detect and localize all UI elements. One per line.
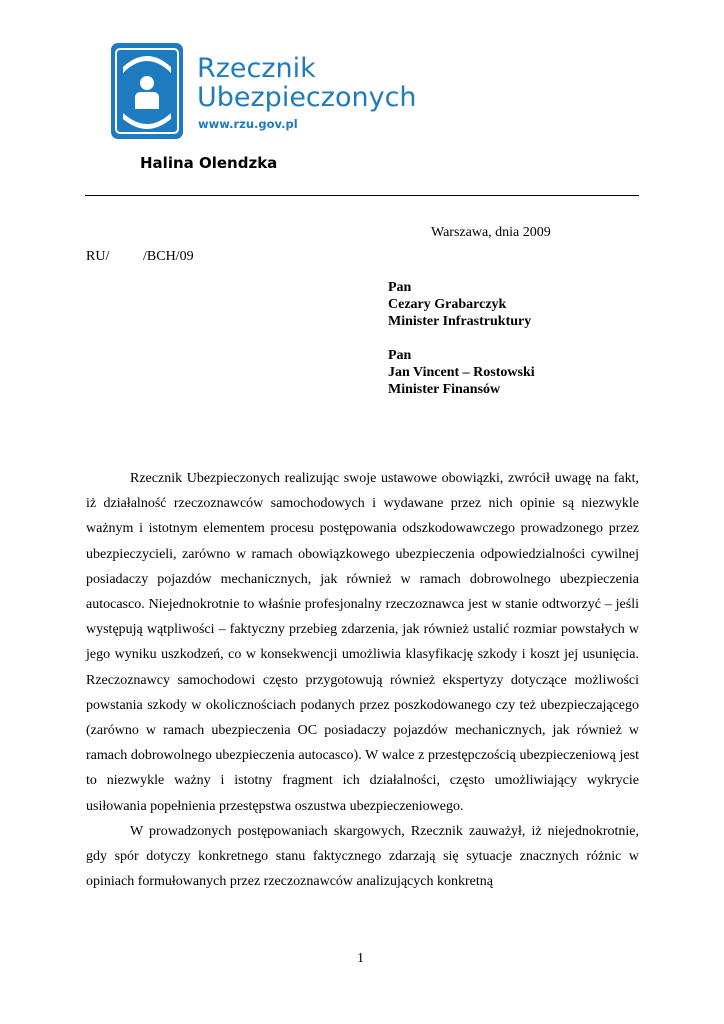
recipient-1-role: Minister Infrastruktury bbox=[388, 314, 532, 329]
brand-line1: Rzecznik bbox=[197, 53, 316, 84]
body-paragraph-1: Rzecznik Ubezpieczonych realizując swoje ustawowe obowiązki, zwrócił uwagę na fakt, iż działalność rzeczoznawców samochodowych i wydawane przez nich opinie są niezwykle ważnym i istotnym elementem procesu postępowania odszkodowawczego prowadzonego przez ubezpieczycieli, zarówno w ramach obowiązkowego ubezpieczenia odpowiedzialności cywilnej posiadaczy pojazdów mechanicznych, jak również w ramach dobrowolnego ubezpieczenia autocasco. Niejednokrotnie to właśnie profesjonalny rzeczoznawca jest w stanie odtworzyć – jeśli występują wątpliwości – faktyczny przebieg zdarzenia, jak również ustalić rozmiar powstałych w jego wyniku uszkodzeń, co w konsekwencji umożliwia klasyfikację szkody i koszt jej usunięcia. Rzeczoznawcy samochodowi często przygotowują również ekspertyzy dotyczące możliwości powstania szkody w okolicznościach podanych przez poszkodowanego czy też ubezpieczającego (zarówno w ramach ubezpieczenia OC posiadaczy pojazdów mechanicznych, jak również w ramach dobrowolnego ubezpieczenia autocasco). W walce z przestępczością ubezpieczeniową jest to niezwykle ważny i istotny fragment ich działalności, często umożliwiający wykrycie usiłowania popełnienia przestępstwa oszustwa ubezpieczeniowego. bbox=[86, 471, 639, 814]
header-divider bbox=[85, 195, 639, 196]
recipient-1-title: Pan bbox=[388, 280, 412, 295]
sender-name: Halina Olendzka bbox=[140, 154, 278, 172]
website-link[interactable]: www.rzu.gov.pl bbox=[198, 117, 298, 131]
reference-prefix: RU/ bbox=[86, 249, 110, 264]
recipient-2-title: Pan bbox=[388, 348, 412, 363]
body-paragraph-2: W prowadzonych postępowaniach skargowych, Rzecznik zauważył, iż niejednokrotnie, gdy spór dotyczy konkretnego stanu faktycznego zdarzają się sytuacje znacznych różnic w opiniach formułowanych przez rzeczoznawców analizujących konkretną bbox=[86, 823, 639, 890]
logo-emblem bbox=[111, 43, 183, 139]
page-number: 1 bbox=[357, 951, 364, 966]
recipient-2-role: Minister Finansów bbox=[388, 382, 501, 397]
hands-person-icon bbox=[111, 43, 183, 139]
recipient-1-name: Cezary Grabarczyk bbox=[388, 297, 507, 312]
recipient-2-name: Jan Vincent – Rostowski bbox=[388, 365, 535, 380]
place-date: Warszawa, dnia 2009 bbox=[431, 225, 551, 240]
brand-line2: Ubezpieczonych bbox=[197, 82, 417, 113]
letter-body bbox=[86, 466, 639, 894]
reference-suffix: /BCH/09 bbox=[143, 249, 194, 264]
